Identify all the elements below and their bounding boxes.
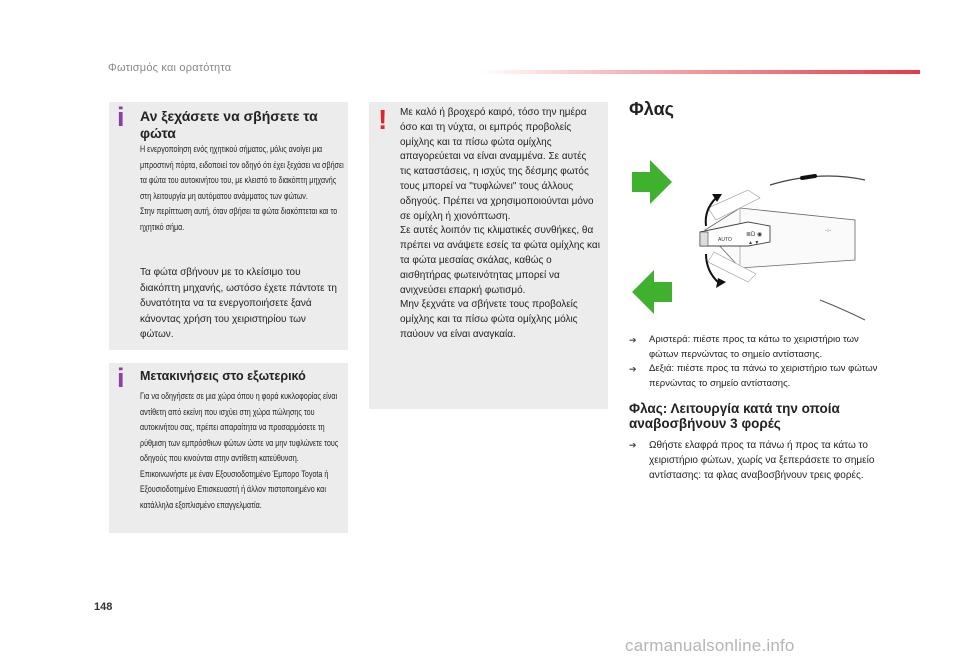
info-box-title: Αν ξεχάσετε να σβήσετε τα φώτα <box>140 108 318 141</box>
stalk-label-auto: AUTO <box>718 237 732 243</box>
bullet-text: Δεξιά: πιέστε προς τα πάνω το χειριστήριο των φώτων περνώντας το σημείο αντίστασης. <box>649 363 878 389</box>
bullet-text: Αριστερά: πιέστε προς τα κάτω το χειριστήριο των φώτων περνώντας το σημείο αντίστασης. <box>649 334 859 360</box>
section-heading-turn-signals: Φλας <box>629 99 674 119</box>
svg-text:-○-: -○- <box>825 228 832 234</box>
info-box-body-paragraph: Στην περίπτωση αυτή, όταν σβήσει τα φώτα διακόπτεται και το ηχητικό σήμα. <box>140 206 338 232</box>
warning-paragraph: Σε αυτές λοιπόν τις κλιματικές συνθήκες, θα πρέπει να ανάψετε εσείς τα φώτα ομίχλης και τα φώτα μεσαίας σκάλας, καθώς ο αισθητήρας φωτεινότητας μπορεί να ανιχνεύσει επαρκή φωτισμό. <box>400 225 600 296</box>
info-box-body: Για να οδηγήσετε σε μια χώρα όπου η φορά κυκλοφορίας είναι αντίθετη από εκείνη που ισχύει στη χώρα πώλησης του αυτοκινήτου σας, πρέπει απαραίτητα να προσαρμόσετε τη ρύθμιση των εμπρόσθιων φώτων ώστε να μην τυφλώνετε τους οδηγούς που κινούνται στην αντίθετη κατεύθυνση. Επικοινωνήστε με έναν Εξουσιοδοτημένο Έμπορο Toyota ή Εξουσιοδοτημένο Επισκευαστή ή άλλον πιστοποιημένο και κατάλληλα εξοπλισμένο επαγγελματία. <box>140 391 339 510</box>
lighting-stalk-illustration <box>620 150 870 330</box>
bullet-left-signal <box>629 333 879 362</box>
svg-text:▲ ▼: ▲ ▼ <box>748 240 760 246</box>
warning-text <box>400 106 600 343</box>
bullet-arrow-icon: ➔ <box>629 335 637 345</box>
bullet-arrow-icon: ➔ <box>629 440 637 450</box>
page-number: 148 <box>94 601 113 613</box>
header-accent-bar <box>480 70 920 74</box>
green-arrow-left-icon <box>632 270 672 314</box>
bullet-right-signal <box>629 362 879 391</box>
info-box-paragraph: Τα φώτα σβήνουν με το κλείσιμο του διακόπτη μηχανής, ωστόσο έχετε πάντοτε τη δυνατότητα να τα ενεργοποιήσετε ξανά κάνοντας χρήση του χειριστηρίου των φώτων. <box>140 267 337 340</box>
section-subheading-three-flash: Φλας: Λειτουργία κατά την οποία αναβοσβήνουν 3 φορές <box>629 401 840 431</box>
bullet-arrow-icon: ➔ <box>629 364 637 374</box>
green-arrow-right-icon <box>632 160 672 204</box>
warning-paragraph: Μην ξεχνάτε να σβήνετε τους προβολείς ομίχλης και τα πίσω φώτα ομίχλης μόλις παύουν να είναι αναγκαία. <box>400 299 578 340</box>
bullet-three-flash <box>629 438 879 483</box>
svg-text:≣D ◉: ≣D ◉ <box>746 232 763 238</box>
watermark: carmanualsonline.info <box>625 636 795 655</box>
warning-paragraph: Με καλό ή βροχερό καιρό, τόσο την ημέρα όσο και τη νύχτα, οι εμπρός προβολείς ομίχλης και τα πίσω φώτα ομίχλης απαγορεύεται να είναι αναμμένα. Σε αυτές τις καταστάσεις, η ισχύς της δέσμης φωτός τους μπορεί να "τυφλώνει" τους άλλους οδηγούς. Πρέπει να χρησιμοποιούνται μόνο σε ομίχλη ή χιονόπτωση. <box>400 107 594 222</box>
header-title: Φωτισμός και ορατότητα <box>108 62 232 74</box>
info-box-body <box>140 142 344 235</box>
bullet-text: Ωθήστε ελαφρά προς τα πάνω ή προς τα κάτω το χειριστήριο φώτων, χωρίς να ξεπεράσετε το σημείο αντίστασης: τα φλας αναβοσβήνουν τρεις φορές. <box>649 440 875 481</box>
info-box-body-paragraph: Η ενεργοποίηση ενός ηχητικού σήματος, μόλις ανοίγει μια μπροστινή πόρτα, ειδοποιεί τον οδηγό ότι έχει ξεχάσει να σβήσει τα φώτα του αυτοκινήτου του, με κλειστό το διακόπτη μηχανής στη λειτουργία μη αυτόματου ανάμματος των φώτων. <box>140 144 344 201</box>
warning-exclamation-icon: ! <box>378 104 388 135</box>
info-icon: i <box>117 363 125 393</box>
info-icon: i <box>117 102 125 132</box>
info-box-title: Μετακινήσεις στο εξωτερικό <box>140 369 306 383</box>
